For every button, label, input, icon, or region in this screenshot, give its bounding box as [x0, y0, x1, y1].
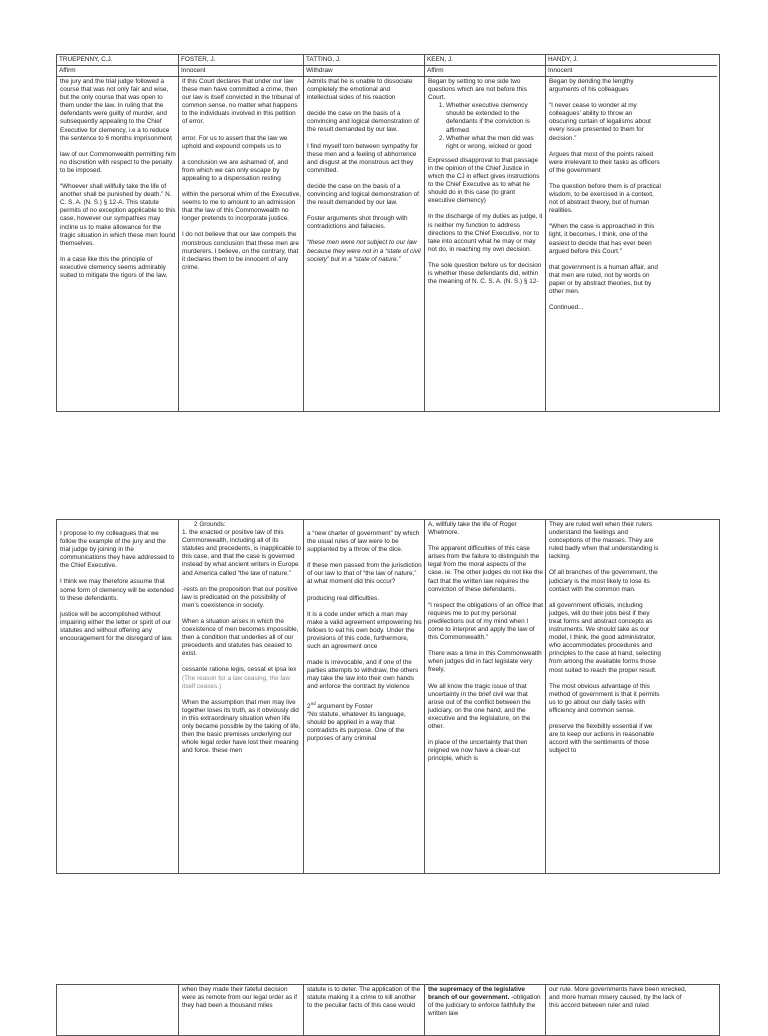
paragraph: Argues that most of the points raised were irrelevant to their tasks as officers of the government [549, 150, 660, 174]
paragraph: “Whoever shall willfully take the life of another shall be punished by death.” N. C. S. A. (N. S.) § 12-A. This statute permits of no exception applicable to this case, however our sympathies may incline us to make allowance for the tragic situation in which these men found themselves. [60, 183, 176, 247]
column-handy [545, 985, 717, 1035]
paragraph: I think we may therefore assume that some form of clemency will be extended to these defendants. [60, 578, 174, 602]
ordinal-label: argument by Foster [315, 702, 373, 710]
paragraph: all government officials, including judges, will do their jobs best if they treat forms and abstract concepts as instruments. We should take as our model, I think, the good administrator, who accommodates procedures and principles to the case at hand, selecting from among the available forms those most suited to reach the proper result. [549, 601, 661, 674]
paragraph: that government is a human affair, and that men are ruled, not by words on paper or by abstract theories, but by other men. [549, 263, 658, 295]
paragraph: 1. the enacted or positive law of this Commonwealth, including all of its statutes and precedents, is inapplicable to this case, and that the case is governed instead by what ancient writers in Europe and America called “the law of nature.” [182, 529, 302, 577]
judge-name: KEEN, J. [425, 55, 545, 66]
judge-vote: Withdraw [304, 66, 424, 77]
opinion-text [304, 520, 424, 753]
paragraph: our rule. More governments have been wrecked, and more human misery caused, by the lack of this accord between ruler and ruled [549, 986, 687, 1010]
column-keen [424, 985, 545, 1035]
ordinal-suffix: nd [310, 700, 316, 706]
paragraph: If this Court declares that under our law these men have committed a crime, then our law is itself convicted in the tribunal of common sense, no matter what happens to the individuals involved in this petition of error. [182, 78, 300, 126]
list-item: 1. Whether executive clemency should be extended to the defendants if the conviction is affirmed [446, 102, 543, 134]
grounds-heading: 2 Grounds: [194, 521, 226, 528]
opinion-text [57, 77, 178, 290]
paragraph: Expressed disapproval to that passage in the opinion of the Chief Justice in which the CJ in effect gives instructions to the Chief Executive as to what he should do in this case (to grant executive clemency) [428, 156, 540, 205]
paragraph: When the assumption that men may live together loses its truth, as it obviously did in this extraordinary situation when life only became possible by the taking of life, then the basic premises underlying our whole legal order have lost their meaning and force. these men [182, 698, 301, 755]
column-truepenny [57, 520, 178, 873]
paragraph: “I respect the obligations of an office that requires me to put my personal predilections out of my mind when I come to interpret and apply the law of this Commonwealth.” [428, 601, 543, 642]
quote [307, 239, 422, 263]
paragraph: In a case like this the principle of executive clemency seems admirably suited to mitigate the rigors of the law, [60, 255, 168, 279]
paragraph: “When the case is approached in this light, it becomes, I think, one of the easiest to decide that has ever been argued before this Court.” [549, 223, 655, 255]
paragraph: Began by deriding the lengthy arguments of his colleagues [549, 78, 634, 94]
paragraph: We all know the tragic issue of that uncertainty in the brief civil war that arose out of the conflict between the judiciary, on the one hand, and the executive and the legislature, on the other. [428, 682, 531, 730]
paragraph: Admits that he is unable to dissociate completely the emotional and intellectual sides of his reaction [307, 78, 413, 102]
opinions-table-3 [56, 984, 720, 1036]
paragraph: producing real difficulties. [307, 594, 379, 602]
paragraph: The sole question before us for decision is whether these defendants did, within the meaning of N. C. S. A. (N. S.) § 12- [428, 261, 542, 286]
latin-translation: (The reason for a law ceasing, the law itself ceases.) [182, 674, 290, 690]
judge-vote: Affirm [57, 66, 178, 77]
paragraph: Began by setting to one side two questions which are not before this Court. [428, 78, 527, 102]
opinion-text [57, 520, 178, 653]
judge-vote: Innocent [546, 66, 717, 77]
paragraph: I find myself torn between sympathy for these men and a feeling of abhorrence and disgust at the monstrous act they committed. [307, 142, 419, 174]
paragraph: “I never cease to wonder at my colleagues’ ability to throw an obscuring curtain of legalisms about every issue presented to them for decision.” [549, 102, 651, 142]
opinion-text [546, 77, 663, 322]
paragraph: The question before them is of practical wisdom, to be exercised in a context, not of abstract theory, but of human realities. [549, 182, 661, 215]
paragraph: a “new charter of government” by which the usual rules of law were to be supplanted by a throw of the dice. [307, 530, 420, 554]
ordinal: 2 [307, 702, 311, 710]
paragraph: decide the case on the basis of a convincing and logical demonstration of the result demanded by our law. [307, 182, 419, 207]
paragraph [428, 986, 543, 1018]
paragraph: The apparent difficulties of this case arises from the failure to distinguish the legal from the moral aspects of the case. ie. The other judges do not like the fact that the written law requires the conviction of these defendants. [428, 545, 543, 593]
paragraph: If these men passed from the jurisdiction of our law to that of “the law of nature,” at what moment did this occur? [307, 562, 422, 586]
paragraph: The most obvious advantage of this method of government is that it permits us to go about our daily tasks with efficiency and common sense. [549, 682, 660, 714]
list-item: 2. Whether what the men did was right or wrong, wicked or good [446, 135, 543, 151]
column-foster [178, 55, 303, 411]
paragraph: the jury and the trial judge followed a course that was not only fair and wise, but the only course that was open to them under the law. In ruling that the defendants were guilty of murder, and subsequently appealing to the Chief Executive for clemency, i.e a to reduce the sentence to 6 months imprisonment [60, 78, 172, 142]
opinion-text [179, 77, 303, 282]
judge-name: HANDY, J. [546, 55, 717, 66]
quote-part: “state of civil society” [307, 247, 421, 263]
paragraph: Of all branches of the government, the judiciary is the most likely to lose its contact with the common man. [549, 569, 658, 593]
opinion-text [425, 77, 545, 296]
paragraph-text: -obligation of the judiciary to enforce faithfully the written law [428, 994, 541, 1018]
paragraph: statute is to deter. The application of the statute making it a crime to kill another to the peculiar facts of this case would [307, 986, 421, 1010]
paragraph: -rests on the proposition that our positive law is predicated on the possibility of men’s coexistence in society. [182, 585, 298, 609]
paragraph: Foster arguments shot through with contradictions and fallacies. [307, 215, 408, 231]
judge-vote: Affirm [425, 66, 545, 77]
judge-name: FOSTER, J. [179, 55, 303, 66]
column-truepenny [57, 55, 178, 411]
paragraph: It is a code under which a man may make a valid agreement empowering his fellows to eat his own body. Under the provisions of this code, furthermore, such an agreement once [307, 610, 422, 651]
emphasis: the supremacy of the legislative branch of our government. [428, 986, 525, 1002]
column-handy [545, 55, 717, 411]
paragraph: error. For us to assert that the law we uphold and expound compels us to [182, 134, 288, 150]
paragraph: A, willfully take the life of Roger Whetmore. [428, 521, 517, 537]
paragraph: preserve the flexibility essential if we are to keep our actions in reasonable accord with the sentiments of those subject to [549, 722, 655, 755]
latin-maxim: cessante ratione legis, cessat et ipsa lex [182, 666, 297, 674]
column-keen [424, 55, 545, 411]
judge-vote: Innocent [179, 66, 303, 77]
quote-part: “these men were not subject to our law because they were not in a [307, 239, 417, 255]
opinion-text [546, 985, 691, 1020]
column-tatting [303, 520, 424, 873]
paragraph: a conclusion we are ashamed of, and from which we can only escape by appealing to a dispensation resting [182, 158, 288, 182]
paragraph [307, 700, 422, 711]
paragraph: They are ruled well when their rulers understand the feelings and conceptions of the masses. They are ruled badly when that understanding is lacking. [549, 521, 659, 561]
column-keen [424, 520, 545, 873]
paragraph: When a situation arises in which the coexistence of men becomes impossible, then a condition that underlies all of our precedents and statutes has ceased to exist. [182, 617, 299, 658]
paragraph: law of our Commonwealth permitting him no discretion with respect to the penalty to be imposed. [60, 150, 176, 174]
opinion-text [179, 985, 303, 1020]
paragraph [182, 666, 301, 690]
judge-name: TATTING, J. [304, 55, 424, 66]
paragraph: made is irrevocable, and if one of the parties attempts to withdraw, the others may take the law into their own hands and enforce the contract by violence [307, 659, 419, 691]
paragraph: decide the case on the basis of a convincing and logical demonstration of the result demanded by our law. [307, 110, 419, 134]
opinion-text [304, 985, 424, 1020]
paragraph: within the personal whim of the Executive, seems to me to amount to an admission that the law of this Commonwealth no longer pretends to incorporate justice. [182, 191, 301, 223]
opinions-table-1 [56, 54, 720, 412]
paragraph: in place of the uncertainty that then reigned we now have a clear-cut principle, which is [428, 739, 528, 763]
opinion-text [304, 77, 424, 274]
opinion-text [57, 985, 178, 988]
question-list [428, 102, 543, 151]
column-truepenny [57, 985, 178, 1035]
column-tatting [303, 55, 424, 411]
opinion-text [425, 985, 545, 1028]
quote-part: but in a [329, 255, 354, 263]
opinions-table-2 [56, 519, 720, 874]
paragraph: There was a time in this Commonwealth when judges did in fact legislate very freely, [428, 650, 542, 674]
judge-name: TRUEPENNY, C.J. [57, 55, 178, 66]
paragraph: In the discharge of my duties as judge, it is neither my function to address directions to the Chief Executive, nor to take into account what he may or may not do, in reaching my own decision. [428, 213, 543, 253]
paragraph: when they made their fateful decision were as remote from our legal order as if they had been a thousand miles [182, 986, 298, 1010]
column-foster [178, 520, 303, 873]
opinion-text [425, 520, 545, 773]
paragraph: I do not believe that our law compels the monstrous conclusion that these men are murderers. I believe, on the contrary, that it declares them to be innocent of any crime. [182, 231, 299, 271]
column-handy [545, 520, 717, 873]
paragraph: justice will be accomplished without impairing either the letter or spirit of our statutes and without offering any encouragement for the disregard of law. [60, 610, 173, 643]
paragraph: Continued... [549, 304, 584, 312]
opinion-text [179, 520, 303, 765]
opinion-text [546, 520, 663, 765]
column-foster [178, 985, 303, 1035]
column-tatting [303, 985, 424, 1035]
paragraph: I propose to my colleagues that we follow the example of the jury and the trial judge by joining in the communications they have addressed to the Chief Executive. [60, 530, 175, 570]
quote-part: “state of nature.” [353, 255, 401, 263]
paragraph: “No statute, whatever its language, should be applied in a way that contradicts its purpose. One of the purposes of any criminal [307, 710, 406, 742]
